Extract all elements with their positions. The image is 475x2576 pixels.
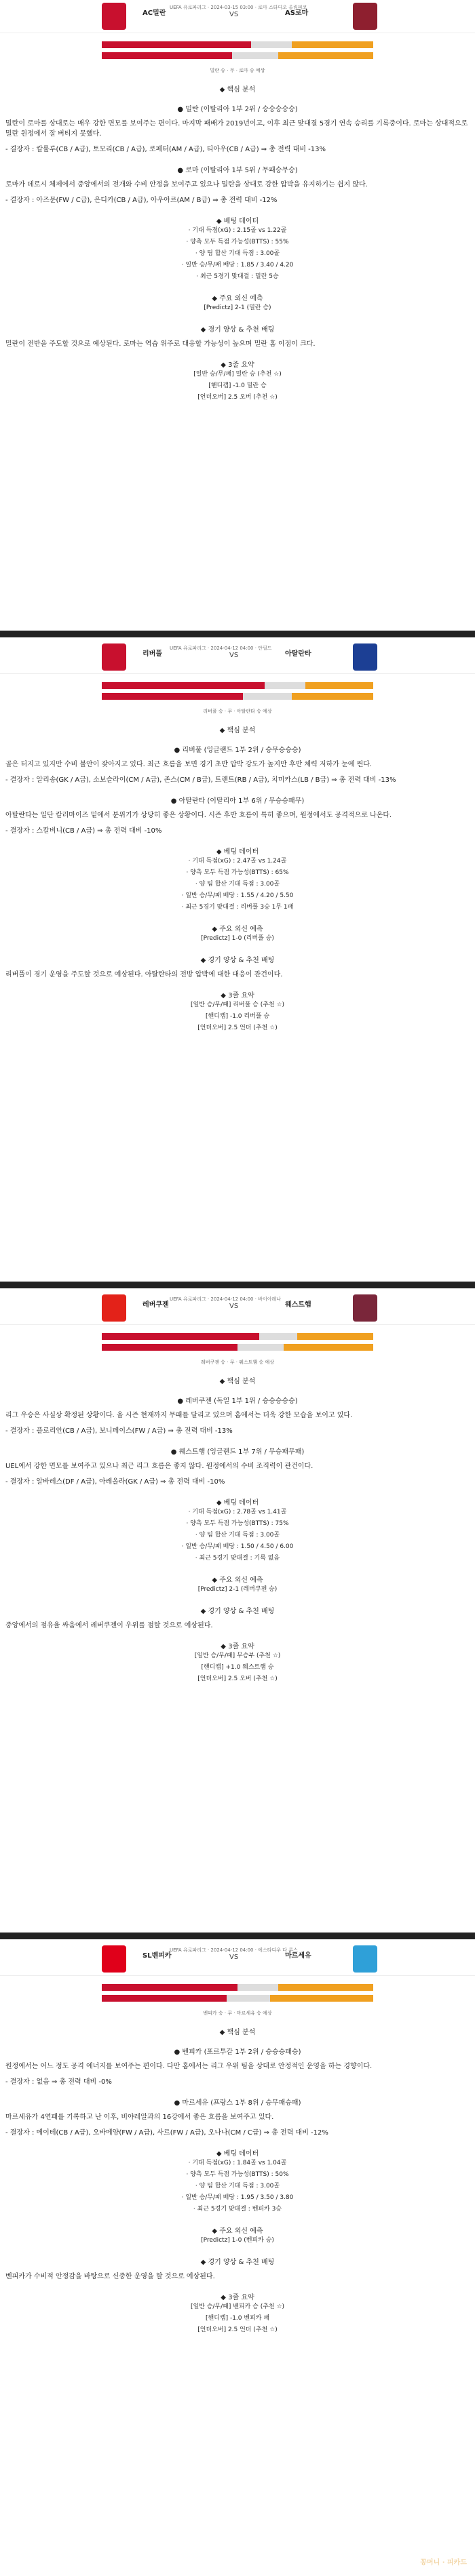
away-crest-icon bbox=[353, 1294, 377, 1322]
summary-item: [언더오버] 2.5 오버 (추천 ☆) bbox=[197, 1676, 278, 1682]
final-title: ◆ 경기 양상 & 추천 배팅 bbox=[200, 2259, 275, 2266]
summary-item: [핸디캡] -1.0 벤피카 패 bbox=[205, 2315, 270, 2322]
summary3-title: ◆ 3줄 요약 bbox=[221, 992, 254, 999]
section-title: ◆ 핵심 분석 bbox=[219, 727, 256, 734]
stat-line: · 최근 5경기 맞대결 : 리버풀 3승 1무 1패 bbox=[181, 904, 294, 911]
stat-line: · 일반 승/무/패 배당 : 1.95 / 3.50 / 3.80 bbox=[181, 2194, 294, 2201]
summary3-title: ◆ 3줄 요약 bbox=[221, 1643, 254, 1650]
vs-label: VS bbox=[229, 11, 239, 18]
away-crest-icon bbox=[353, 1945, 377, 1973]
match-divider bbox=[0, 631, 475, 637]
final-analysis: 밀란이 전반을 주도할 것으로 예상된다. 로마는 역습 위주로 대응할 가능성이 높으며 밀란 홈 이점이 크다. bbox=[5, 340, 316, 348]
match-block-3 bbox=[0, 1292, 475, 1685]
home-absent: - 결장자 : 알리송(GK / A급), 소보슬라이(CM / A급), 존스(CM / B급), 트렌트(RB / A급), 치미카스(LB / B급) ⇒ 총 전력 대비 -13% bbox=[5, 776, 396, 784]
stat-line: · 기대 득점(xG) : 2.47골 vs 1.24골 bbox=[188, 858, 287, 865]
summary-item: [언더오버] 2.5 오버 (추천 ☆) bbox=[197, 394, 278, 401]
pick-title: ◆ 주요 외신 예측 bbox=[212, 1577, 263, 1584]
summary-item: [일반 승/무/패] 리버풀 승 (추천 ☆) bbox=[190, 1002, 285, 1008]
stat-line: · 일반 승/무/패 배당 : 1.85 / 3.40 / 4.20 bbox=[181, 262, 294, 269]
pick-title: ◆ 주요 외신 예측 bbox=[212, 2227, 263, 2235]
home-form: ● 밀란 (이탈리아 1부 2위 / 승승승승승) bbox=[177, 106, 298, 113]
home-analysis: 밀란이 로마를 상대로는 매우 강한 면모를 보여주는 편이다. 마지막 패배가 2019년이고, 이후 최근 맞대결 5경기 연속 승리를 기록중이다. 로마는 상대적으로 밀란 원정에서 잘 버티지 못했다. bbox=[5, 120, 468, 138]
away-crest-icon bbox=[353, 643, 377, 671]
match-header bbox=[0, 1943, 475, 1976]
final-analysis: 벤피카가 수비적 안정감을 바탕으로 신중한 운영을 할 것으로 예상된다. bbox=[5, 2273, 215, 2280]
home-crest-icon bbox=[102, 1294, 126, 1322]
away-form: ● 웨스트햄 (잉글랜드 1부 7위 / 무승패무패) bbox=[170, 1448, 305, 1456]
away-analysis: UEL에서 강한 면모를 보여주고 있으나 최근 리그 흐름은 좋지 않다. 원정에서의 수비 조직력이 관건이다. bbox=[5, 1463, 314, 1470]
home-team-name: 리버풀 bbox=[142, 650, 162, 658]
home-form: ● 리버풀 (잉글랜드 1부 2위 / 승무승승승) bbox=[174, 747, 301, 754]
final-title: ◆ 경기 양상 & 추천 배팅 bbox=[200, 1608, 275, 1615]
summary-item: [일반 승/무/패] 무승부 (추천 ☆) bbox=[194, 1652, 281, 1659]
home-crest-icon bbox=[102, 3, 126, 30]
summary-item: [일반 승/무/패] 벤피카 승 (추천 ☆) bbox=[190, 2303, 285, 2310]
stat-line: · 양 팀 합산 기대 득점 : 3.00골 bbox=[195, 2183, 280, 2189]
away-absent: - 결장자 : 알바레스(DF / A급), 아레올라(GK / A급) ⇒ 총 전력 대비 -10% bbox=[5, 1478, 225, 1486]
home-form: ● 레버쿠젠 (독일 1부 1위 / 승승승승승) bbox=[177, 1398, 298, 1405]
home-crest-icon bbox=[102, 643, 126, 671]
stat-line: · 양측 모두 득점 가능성(BTTS) : 65% bbox=[186, 869, 289, 876]
match-header bbox=[0, 1292, 475, 1325]
match-block-4 bbox=[0, 1943, 475, 2336]
away-team-name: 아탈란타 bbox=[285, 650, 311, 658]
stat-line: · 최근 5경기 맞대결 : 벤피카 3승 bbox=[193, 2206, 282, 2213]
match-block-2 bbox=[0, 641, 475, 1034]
away-absent: - 결장자 : 스칼비니(CB / A급) ⇒ 총 전력 대비 -10% bbox=[5, 827, 162, 835]
match-block-1 bbox=[0, 0, 475, 403]
home-absent: - 결장자 : 없음 ⇒ 총 전력 대비 -0% bbox=[5, 2078, 112, 2086]
footer-logo: 꽁머니 · 피카드 bbox=[420, 2559, 467, 2567]
final-analysis: 중앙에서의 점유율 싸움에서 레버쿠젠이 우위를 점할 것으로 예상된다. bbox=[5, 1622, 213, 1629]
away-crest-icon bbox=[353, 3, 377, 30]
stats-title: ◆ 베팅 데이터 bbox=[216, 218, 259, 225]
final-title: ◆ 경기 양상 & 추천 배팅 bbox=[200, 326, 275, 334]
final-title: ◆ 경기 양상 & 추천 배팅 bbox=[200, 957, 275, 964]
summary3-title: ◆ 3줄 요약 bbox=[221, 361, 254, 369]
match-meta: UEFA 유로파리그 · 2024-04-12 04:00 · 바이아레나 bbox=[170, 1296, 281, 1302]
stat-line: · 양 팀 합산 기대 득점 : 3.00골 bbox=[195, 1532, 280, 1539]
home-form: ● 벤피카 (포르투갈 1부 2위 / 승승승패승) bbox=[174, 2048, 301, 2056]
match-summary: 벤피카 승 · 무 · 마르세유 승 예상 bbox=[203, 2010, 272, 2016]
away-team-name: AS로마 bbox=[285, 9, 309, 17]
summary-item: [일반 승/무/패] 밀란 승 (추천 ☆) bbox=[193, 371, 282, 378]
match-meta: UEFA 유로파리그 · 2024-04-12 04:00 · 에스타디우 다 루스 bbox=[170, 1947, 298, 1953]
stat-line: · 양측 모두 득점 가능성(BTTS) : 50% bbox=[186, 2171, 289, 2178]
summary-item: [언더오버] 2.5 언더 (추천 ☆) bbox=[197, 2326, 278, 2333]
section-title: ◆ 핵심 분석 bbox=[219, 1378, 256, 1385]
odds-bars bbox=[0, 37, 475, 64]
summary-item: [언더오버] 2.5 언더 (추천 ☆) bbox=[197, 1025, 278, 1031]
away-absent: - 결장자 : 아즈문(FW / C급), 은디카(CB / A급), 아우아르(AM / B급) ⇒ 총 전력 대비 -12% bbox=[5, 197, 278, 204]
stat-line: · 양측 모두 득점 가능성(BTTS) : 55% bbox=[186, 239, 289, 245]
section-title: ◆ 핵심 분석 bbox=[219, 86, 256, 94]
away-team-name: 마르세유 bbox=[285, 1952, 311, 1960]
away-form: ● 로마 (이탈리아 1부 5위 / 무패승무승) bbox=[177, 167, 298, 174]
pick: [Predictz] 1-0 (리버풀 승) bbox=[201, 935, 274, 942]
odds-bars bbox=[0, 678, 475, 705]
stats-title: ◆ 베팅 데이터 bbox=[216, 848, 259, 856]
home-team-name: AC밀란 bbox=[142, 9, 166, 17]
pick-title: ◆ 주요 외신 예측 bbox=[212, 926, 263, 933]
home-team-name: SL벤피카 bbox=[142, 1952, 172, 1960]
odds-bars bbox=[0, 1329, 475, 1356]
pick: [Predictz] 2-1 (레버쿠젠 승) bbox=[197, 1586, 278, 1593]
away-form: ● 아탈란타 (이탈리아 1부 6위 / 무승승패무) bbox=[170, 797, 305, 805]
match-summary: 밀란 승 · 무 · 로마 승 예상 bbox=[210, 68, 265, 73]
stat-line: · 양 팀 합산 기대 득점 : 3.00골 bbox=[195, 881, 280, 888]
match-summary: 레버쿠젠 승 · 무 · 웨스트햄 승 예상 bbox=[201, 1360, 274, 1365]
match-meta: UEFA 유로파리그 · 2024-03-15 03:00 · 로마 스타디오 올림피코 bbox=[170, 5, 307, 10]
home-absent: - 결장자 : 칼룰루(CB / A급), 토모리(CB / A급), 로페터(AM / A급), 티아우(CB / A급) ⇒ 총 전력 대비 -13% bbox=[5, 146, 326, 153]
home-analysis: 원정에서는 어느 정도 공격 에너지를 보여주는 편이다. 다만 홈에서는 리그 우위 팀을 상대로 안정적인 운영을 하는 경향이다. bbox=[5, 2063, 373, 2070]
stat-line: · 최근 5경기 맞대결 : 밀란 5승 bbox=[196, 273, 279, 280]
section-title: ◆ 핵심 분석 bbox=[219, 2029, 256, 2036]
match-divider bbox=[0, 1282, 475, 1288]
stat-line: · 기대 득점(xG) : 2.78골 vs 1.41골 bbox=[188, 1509, 287, 1515]
match-header bbox=[0, 641, 475, 674]
stat-line: · 최근 5경기 맞대결 : 기록 없음 bbox=[195, 1555, 280, 1562]
summary-item: [핸디캡] +1.0 웨스트햄 승 bbox=[201, 1664, 274, 1671]
away-form: ● 마르세유 (프랑스 1부 8위 / 승무패승패) bbox=[174, 2099, 301, 2107]
pick: [Predictz] 1-0 (벤피카 승) bbox=[201, 2237, 274, 2244]
summary-item: [핸디캡] -1.0 리버풀 승 bbox=[205, 1013, 270, 1020]
summary-item: [핸디캡] -1.0 밀란 승 bbox=[208, 382, 267, 389]
summary3-title: ◆ 3줄 요약 bbox=[221, 2294, 254, 2301]
away-absent: - 결장자 : 메이테(CB / A급), 오바메양(FW / A급), 사르(FW / A급), 오나나(CM / C급) ⇒ 총 전력 대비 -12% bbox=[5, 2129, 328, 2137]
pick-title: ◆ 주요 외신 예측 bbox=[212, 295, 263, 302]
odds-bars bbox=[0, 1980, 475, 2007]
away-analysis: 아탈란타는 일단 칼러마이즈 밑에서 분위기가 상당히 좋은 상황이다. 시즌 후반 흐름이 특히 좋으며, 원정에서도 공격적으로 나온다. bbox=[5, 812, 392, 819]
home-crest-icon bbox=[102, 1945, 126, 1973]
stat-line: · 기대 득점(xG) : 1.84골 vs 1.04골 bbox=[188, 2160, 287, 2166]
away-team-name: 웨스트햄 bbox=[285, 1301, 311, 1309]
stat-line: · 일반 승/무/패 배당 : 1.55 / 4.20 / 5.50 bbox=[181, 892, 294, 899]
stat-line: · 기대 득점(xG) : 2.15골 vs 1.22골 bbox=[188, 227, 287, 234]
home-team-name: 레버쿠젠 bbox=[142, 1301, 169, 1309]
home-analysis: 골은 터지고 있지만 수비 불안이 잦아지고 있다. 최근 흐름을 보면 경기 초반 압박 강도가 높지만 후반 체력 저하가 눈에 띈다. bbox=[5, 761, 373, 768]
home-absent: - 결장자 : 플로리안(CB / A급), 보니페이스(FW / A급) ⇒ 총 전력 대비 -13% bbox=[5, 1427, 233, 1435]
away-analysis: 로마가 데로시 체제에서 중앙에서의 전개와 수비 안정을 보여주고 있으나 밀란을 상대로 강한 압박을 유지하기는 쉽지 않다. bbox=[5, 181, 368, 189]
vs-label: VS bbox=[229, 1954, 239, 1961]
vs-label: VS bbox=[229, 652, 239, 659]
final-analysis: 리버풀이 경기 운영을 주도할 것으로 예상된다. 아탈란타의 전방 압박에 대한 대응이 관건이다. bbox=[5, 971, 283, 978]
stat-line: · 양 팀 합산 기대 득점 : 3.00골 bbox=[195, 250, 280, 257]
match-divider bbox=[0, 1933, 475, 1939]
stats-title: ◆ 베팅 데이터 bbox=[216, 2150, 259, 2158]
stats-title: ◆ 베팅 데이터 bbox=[216, 1499, 259, 1507]
match-meta: UEFA 유로파리그 · 2024-04-12 04:00 · 안필드 bbox=[170, 646, 272, 651]
vs-label: VS bbox=[229, 1303, 239, 1310]
home-analysis: 리그 우승은 사실상 확정된 상황이다. 올 시즌 현재까지 무패를 달리고 있으며 홈에서는 더욱 강한 모습을 보이고 있다. bbox=[5, 1412, 353, 1419]
away-analysis: 마르세유가 4연패를 기록하고 난 이후, 비야레알과의 16강에서 좋은 흐름을 보여주고 있다. bbox=[5, 2114, 274, 2121]
pick: [Predictz] 2-1 (밀란 승) bbox=[204, 304, 271, 311]
stat-line: · 양측 모두 득점 가능성(BTTS) : 75% bbox=[186, 1520, 289, 1527]
stat-line: · 일반 승/무/패 배당 : 1.50 / 4.50 / 6.00 bbox=[181, 1543, 294, 1550]
match-summary: 리버풀 승 · 무 · 아탈란타 승 예상 bbox=[203, 709, 272, 714]
match-header bbox=[0, 0, 475, 33]
